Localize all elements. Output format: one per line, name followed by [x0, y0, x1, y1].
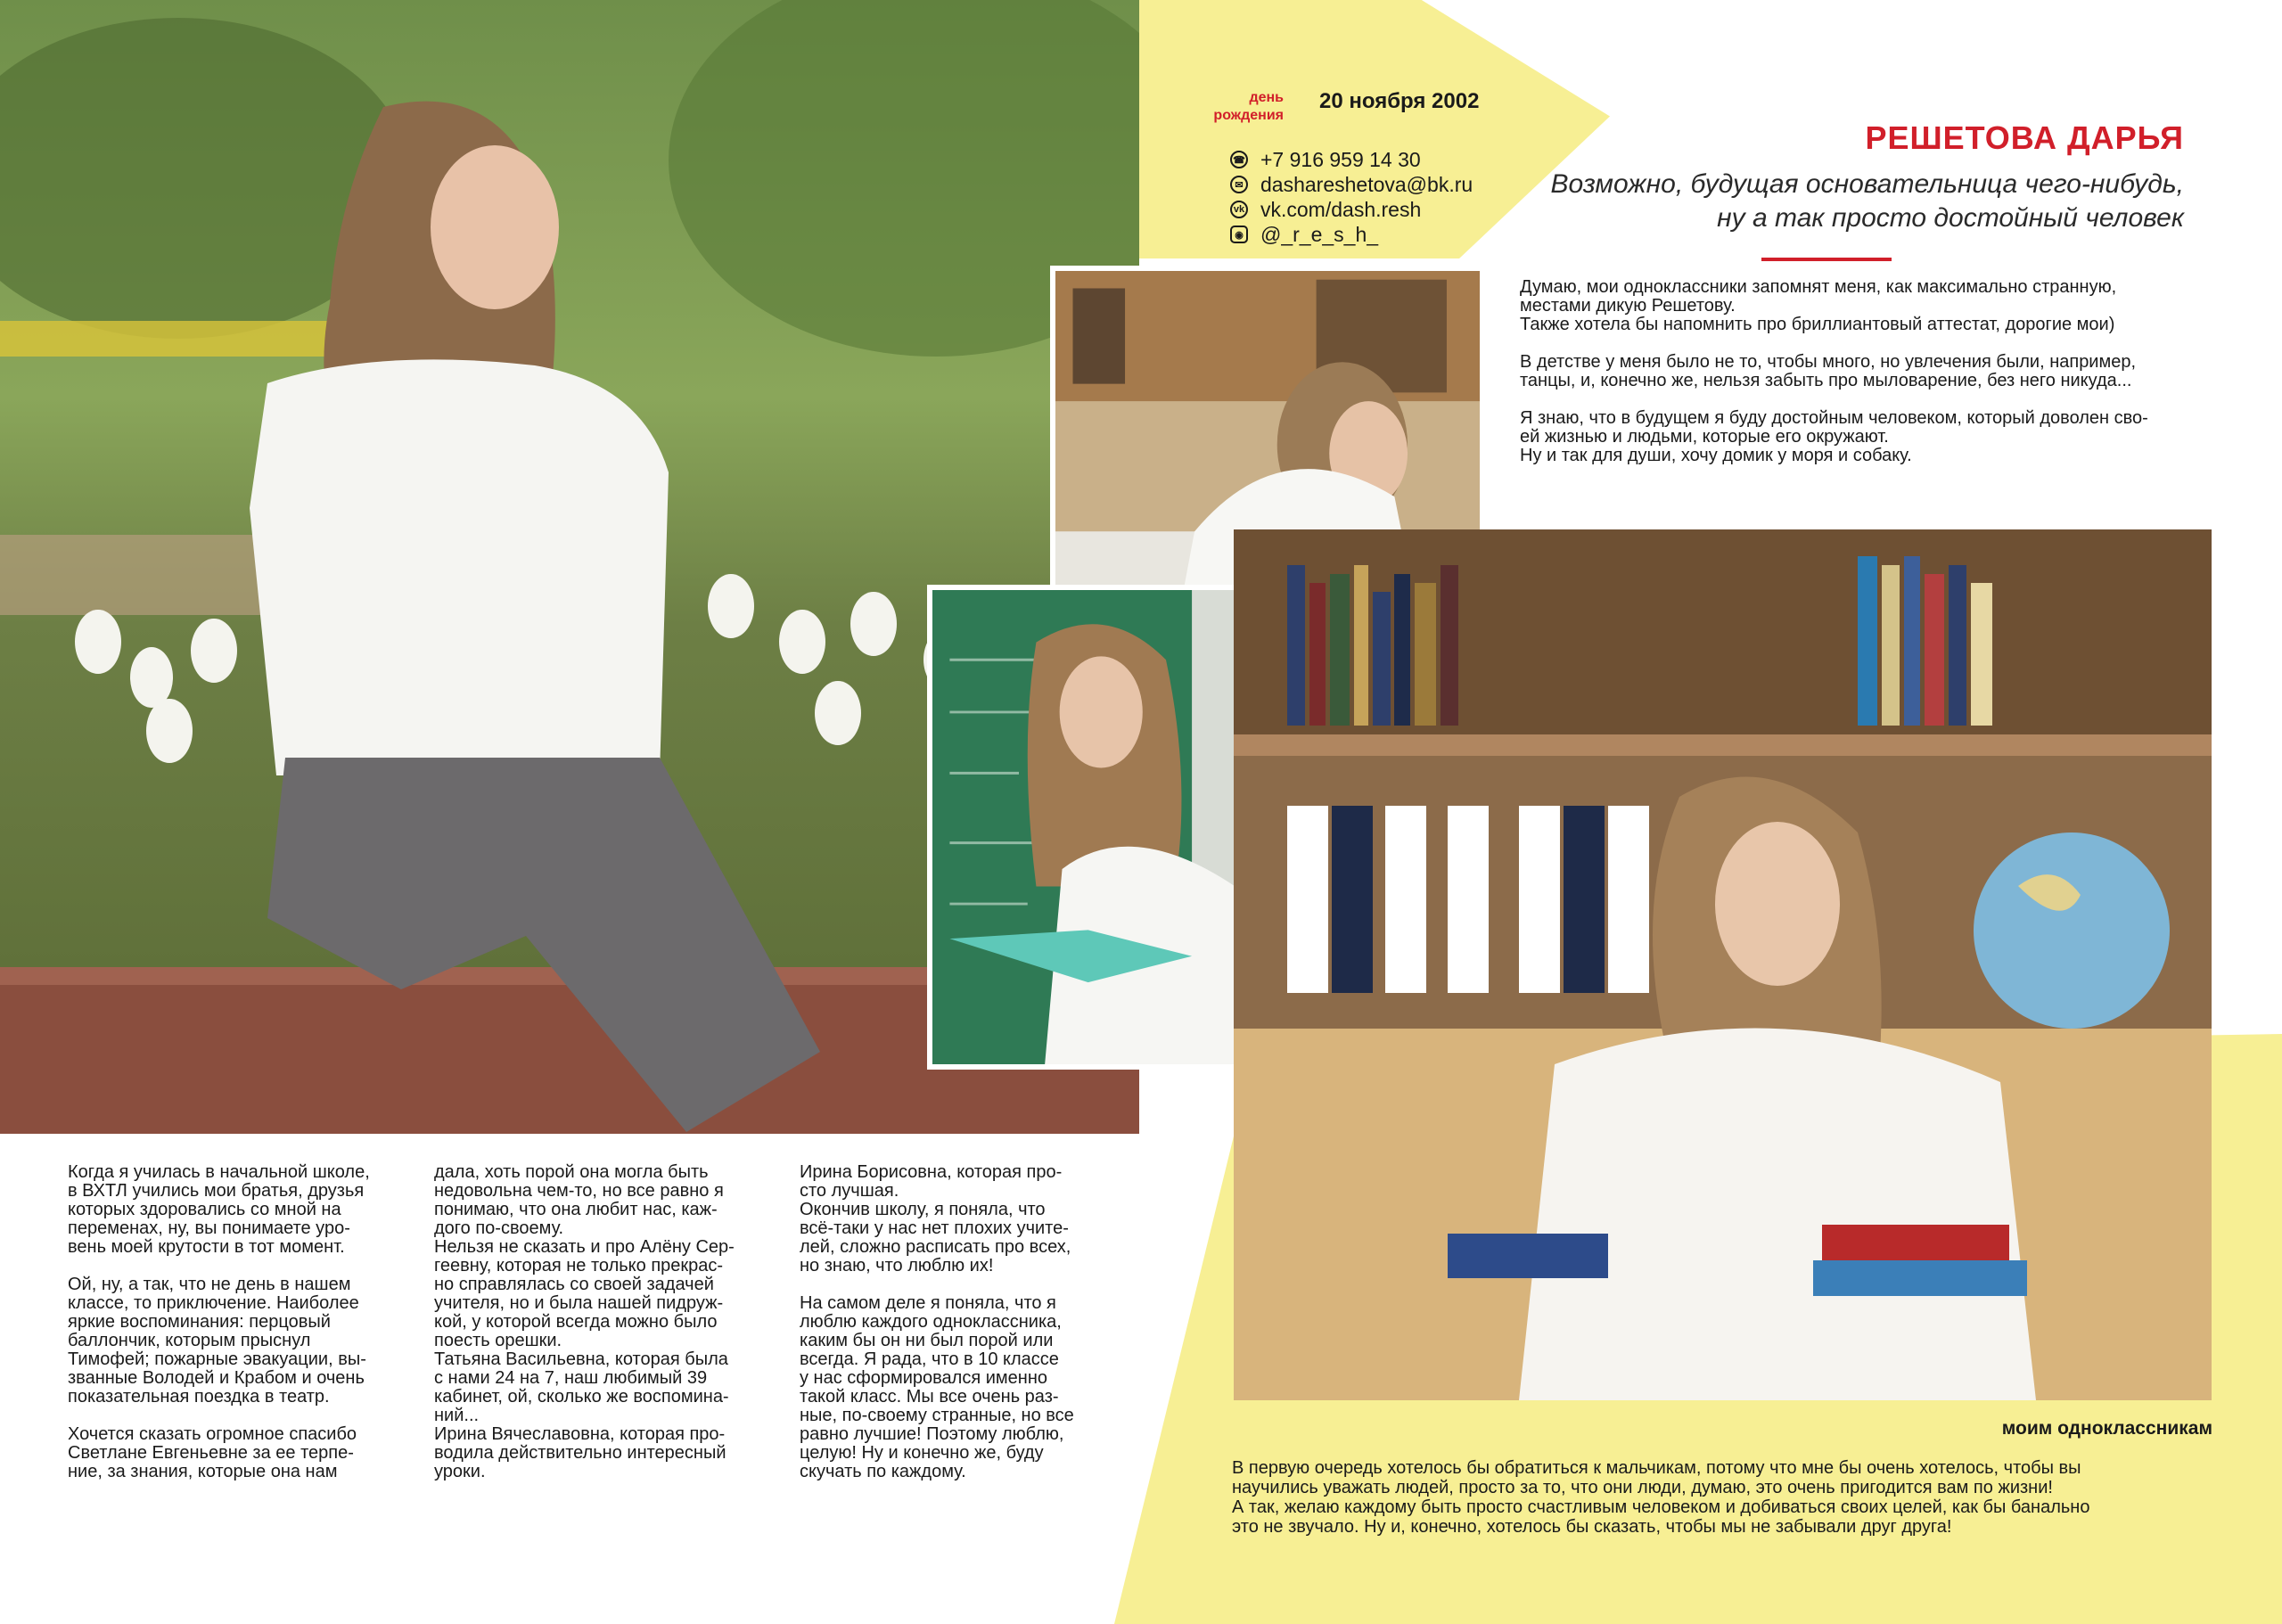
email-text: dashareshetova@bk.ru [1260, 172, 1473, 196]
column1-paragraph-2: Ой, ну, а так, что не день в нашем классе, то приключение. Наиболее яркие воспоминания: перцовый баллончик, которым прыснул Тимофей; пожарные эвакуации, вы- званные Володей и Крабом и очень показательная поездка в театр. [68, 1275, 366, 1407]
intro-paragraph-1: Думаю, мои одноклассники запомнят меня, как максимально странную, местами дикую Решетову. Также хотела бы напомнить про бриллиантовый аттестат, дорогие мои) [1520, 277, 2117, 334]
text-column-2 [434, 1163, 755, 1500]
tagline-line1: Возможно, будущая основательница чего-нибудь, [1550, 169, 2184, 199]
tagline-line2: ну а так просто достойный человек [1717, 203, 2184, 233]
intro-text [1520, 278, 2224, 484]
phone-icon: ☎ [1230, 151, 1248, 168]
column1-paragraph-1: Когда я училась в начальной школе, в ВХТЛ учились мои братья, друзья которых здоровались со мной на переменах, ну, вы понимаете уро- вень моей крутости в тот момент. [68, 1162, 370, 1257]
text-column-3 [800, 1163, 1120, 1500]
vk-icon: vk [1230, 201, 1248, 218]
birthday-label-line1: день [1249, 90, 1284, 105]
person-name: РЕШЕТОВА ДАРЬЯ [1865, 119, 2184, 156]
tagline [1453, 168, 2184, 235]
phone-text: +7 916 959 14 30 [1260, 147, 1421, 171]
contact-phone [1230, 147, 1421, 172]
classmates-heading: моим одноклассникам [2001, 1418, 2212, 1439]
column2-paragraph-1: дала, хоть порой она могла быть недовольна чем-то, но все равно я понимаю, что она любит нас, каж- дого по-своему. Нельзя не сказать и про Алёну Сер- геевну, которая не только прекрас- но справлялась со своей задачей учителя, но и была нашей пидруж- кой, у которой всегда можно было поесть орешки. Татьяна Васильевна, которая была с нами 24 на 7, наш любимый 39 кабинет, ой, сколько же воспомина- ний... Ирина Вячеславовна, которая про- водила действительно интересный уроки. [434, 1162, 735, 1481]
instagram-icon: ◉ [1230, 226, 1248, 243]
instagram-text: @_r_e_s_h_ [1260, 222, 1379, 246]
column3-paragraph-2: На самом деле я поняла, что я люблю каждого одноклассника, каким бы он ни был порой или всегда. Я рада, что в 10 классе у нас сформировался именно такой класс. Мы все очень раз- ные, по-своему странные, но все равно лучшие! Поэтому люблю, целую! Ну и конечно же, буду скучать по каждому. [800, 1293, 1074, 1481]
column1-paragraph-3: Хочется сказать огромное спасибо Светлане Евгеньевне за ее терпе- ние, за знания, которые она нам [68, 1424, 357, 1481]
bookshelf-globe-photo [1234, 529, 2212, 1400]
text-column-1 [68, 1163, 389, 1500]
column3-paragraph-1: Ирина Борисовна, которая про- сто лучшая. Окончив школу, я поняла, что всё-таки у нас нет плохих учите- лей, сложно расписать про всех, но знаю, что люблю их! [800, 1162, 1071, 1275]
contact-email [1230, 172, 1473, 197]
classmates-message: В первую очередь хотелось бы обратиться к мальчикам, потому что мне бы очень хотелось, чтобы вы научились уважать людей, просто за то, что они люди, думаю, это очень пригодится вам по жизни! А так, желаю каждому быть просто счастливым человеком и добиваться своих целей, как бы банально это не звучало. Ну и, конечно, хотелось бы сказать, чтобы мы не забывали друг друга! [1232, 1458, 2090, 1537]
contact-instagram [1230, 222, 1378, 247]
intro-paragraph-3: Я знаю, что в будущем я буду достойным человеком, который доволен сво- ей жизнью и людьми, которые его окружают. Ну и так для души, хочу домик у моря и собаку. [1520, 408, 2148, 465]
email-icon: ✉ [1230, 176, 1248, 193]
birthday-label [1186, 89, 1284, 125]
birthday-label-line2: рождения [1213, 108, 1284, 123]
title-underline [1761, 258, 1892, 261]
intro-paragraph-2: В детстве у меня было не то, чтобы много, но увлечения были, например, танцы, и, конечно же, нельзя забыть про мыловарение, без него никуда... [1520, 352, 2137, 390]
birthday-date: 20 ноября 2002 [1319, 89, 1480, 113]
vk-text: vk.com/dash.resh [1260, 197, 1422, 221]
contact-vk [1230, 197, 1421, 222]
